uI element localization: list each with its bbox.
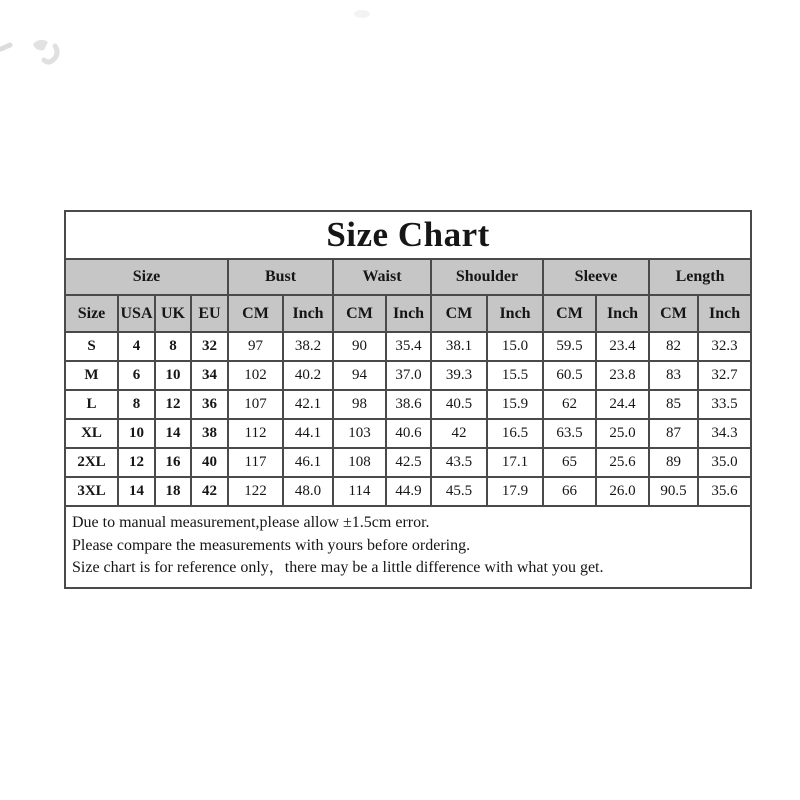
- data-cell: 15.0: [487, 332, 543, 361]
- data-cell: 38: [191, 419, 228, 448]
- sub-header-bust-cm: CM: [228, 295, 283, 332]
- data-cell: 87: [649, 419, 698, 448]
- sub-header-bust-inch: Inch: [283, 295, 333, 332]
- data-cell: 42.5: [386, 448, 431, 477]
- data-cell: 62: [543, 390, 596, 419]
- data-cell: 90.5: [649, 477, 698, 506]
- data-cell: 42: [431, 419, 487, 448]
- sub-header-sleeve-cm: CM: [543, 295, 596, 332]
- sub-header-waist-cm: CM: [333, 295, 386, 332]
- data-cell: 4: [118, 332, 155, 361]
- data-cell: 97: [228, 332, 283, 361]
- size-cell: 3XL: [65, 477, 118, 506]
- data-cell: 35.4: [386, 332, 431, 361]
- data-cell: 32.7: [698, 361, 751, 390]
- data-cell: 8: [118, 390, 155, 419]
- size-cell: S: [65, 332, 118, 361]
- column-group-waist: Waist: [333, 259, 431, 295]
- data-cell: 38.6: [386, 390, 431, 419]
- data-cell: 40.6: [386, 419, 431, 448]
- table-row: [65, 332, 751, 361]
- title-row: [65, 211, 751, 259]
- data-cell: 40.5: [431, 390, 487, 419]
- sub-header-sleeve-inch: Inch: [596, 295, 649, 332]
- data-cell: 63.5: [543, 419, 596, 448]
- data-cell: 94: [333, 361, 386, 390]
- table-row: [65, 361, 751, 390]
- data-cell: 65: [543, 448, 596, 477]
- data-cell: 60.5: [543, 361, 596, 390]
- data-cell: 98: [333, 390, 386, 419]
- scribble-marks-decoration: [0, 0, 420, 80]
- data-cell: 17.9: [487, 477, 543, 506]
- size-cell: M: [65, 361, 118, 390]
- data-cell: 45.5: [431, 477, 487, 506]
- data-cell: 46.1: [283, 448, 333, 477]
- note-line-measurement-error: Due to manual measurement,please allow ±1.5cm error.: [72, 514, 430, 531]
- data-cell: 40.2: [283, 361, 333, 390]
- data-cell: 24.4: [596, 390, 649, 419]
- data-cell: 23.8: [596, 361, 649, 390]
- sub-header-shoulder-cm: CM: [431, 295, 487, 332]
- data-cell: 112: [228, 419, 283, 448]
- sub-header-eu: EU: [191, 295, 228, 332]
- data-cell: 8: [155, 332, 191, 361]
- sub-header-shoulder-inch: Inch: [487, 295, 543, 332]
- sub-header-waist-inch: Inch: [386, 295, 431, 332]
- size-chart-body: [65, 332, 751, 506]
- data-cell: 103: [333, 419, 386, 448]
- data-cell: 44.1: [283, 419, 333, 448]
- data-cell: 34: [191, 361, 228, 390]
- data-cell: 26.0: [596, 477, 649, 506]
- data-cell: 10: [118, 419, 155, 448]
- column-group-length: Length: [649, 259, 751, 295]
- chart-title: Size Chart: [65, 211, 751, 259]
- data-cell: 16.5: [487, 419, 543, 448]
- data-cell: 23.4: [596, 332, 649, 361]
- data-cell: 39.3: [431, 361, 487, 390]
- data-cell: 44.9: [386, 477, 431, 506]
- table-row: [65, 390, 751, 419]
- data-cell: 35.0: [698, 448, 751, 477]
- data-cell: 36: [191, 390, 228, 419]
- data-cell: 6: [118, 361, 155, 390]
- sub-header-size: Size: [65, 295, 118, 332]
- data-cell: 37.0: [386, 361, 431, 390]
- column-group-sleeve: Sleeve: [543, 259, 649, 295]
- data-cell: 122: [228, 477, 283, 506]
- table-row: [65, 448, 751, 477]
- table-row: [65, 419, 751, 448]
- data-cell: 102: [228, 361, 283, 390]
- data-cell: 40: [191, 448, 228, 477]
- data-cell: 42.1: [283, 390, 333, 419]
- column-group-bust: Bust: [228, 259, 333, 295]
- notes-row: [65, 506, 751, 588]
- data-cell: 34.3: [698, 419, 751, 448]
- data-cell: 16: [155, 448, 191, 477]
- data-cell: 25.6: [596, 448, 649, 477]
- data-cell: 14: [155, 419, 191, 448]
- data-cell: 32: [191, 332, 228, 361]
- size-cell: XL: [65, 419, 118, 448]
- data-cell: 32.3: [698, 332, 751, 361]
- note-line-reference-only: Size chart is for reference only，there may be a little difference with what you get.: [72, 559, 604, 577]
- data-cell: 25.0: [596, 419, 649, 448]
- data-cell: 42: [191, 477, 228, 506]
- data-cell: 15.5: [487, 361, 543, 390]
- data-cell: 38.1: [431, 332, 487, 361]
- column-group-shoulder: Shoulder: [431, 259, 543, 295]
- data-cell: 108: [333, 448, 386, 477]
- data-cell: 14: [118, 477, 155, 506]
- data-cell: 33.5: [698, 390, 751, 419]
- data-cell: 17.1: [487, 448, 543, 477]
- data-cell: 82: [649, 332, 698, 361]
- data-cell: 117: [228, 448, 283, 477]
- sub-header-usa: USA: [118, 295, 155, 332]
- data-cell: 43.5: [431, 448, 487, 477]
- size-cell: 2XL: [65, 448, 118, 477]
- data-cell: 114: [333, 477, 386, 506]
- notes: [65, 506, 751, 588]
- column-group-size: Size: [65, 259, 228, 295]
- sub-header-length-inch: Inch: [698, 295, 751, 332]
- data-cell: 48.0: [283, 477, 333, 506]
- data-cell: 10: [155, 361, 191, 390]
- data-cell: 18: [155, 477, 191, 506]
- table-row: [65, 477, 751, 506]
- data-cell: 90: [333, 332, 386, 361]
- data-cell: 107: [228, 390, 283, 419]
- data-cell: 66: [543, 477, 596, 506]
- data-cell: 89: [649, 448, 698, 477]
- sub-header-row: [65, 295, 751, 332]
- data-cell: 59.5: [543, 332, 596, 361]
- data-cell: 35.6: [698, 477, 751, 506]
- data-cell: 85: [649, 390, 698, 419]
- data-cell: 83: [649, 361, 698, 390]
- size-cell: L: [65, 390, 118, 419]
- data-cell: 12: [118, 448, 155, 477]
- data-cell: 15.9: [487, 390, 543, 419]
- size-chart-table: [64, 210, 752, 589]
- data-cell: 38.2: [283, 332, 333, 361]
- note-line-compare-measurements: Please compare the measurements with yours before ordering.: [72, 536, 471, 554]
- sub-header-length-cm: CM: [649, 295, 698, 332]
- sub-header-uk: UK: [155, 295, 191, 332]
- column-group-row: [65, 259, 751, 295]
- data-cell: 12: [155, 390, 191, 419]
